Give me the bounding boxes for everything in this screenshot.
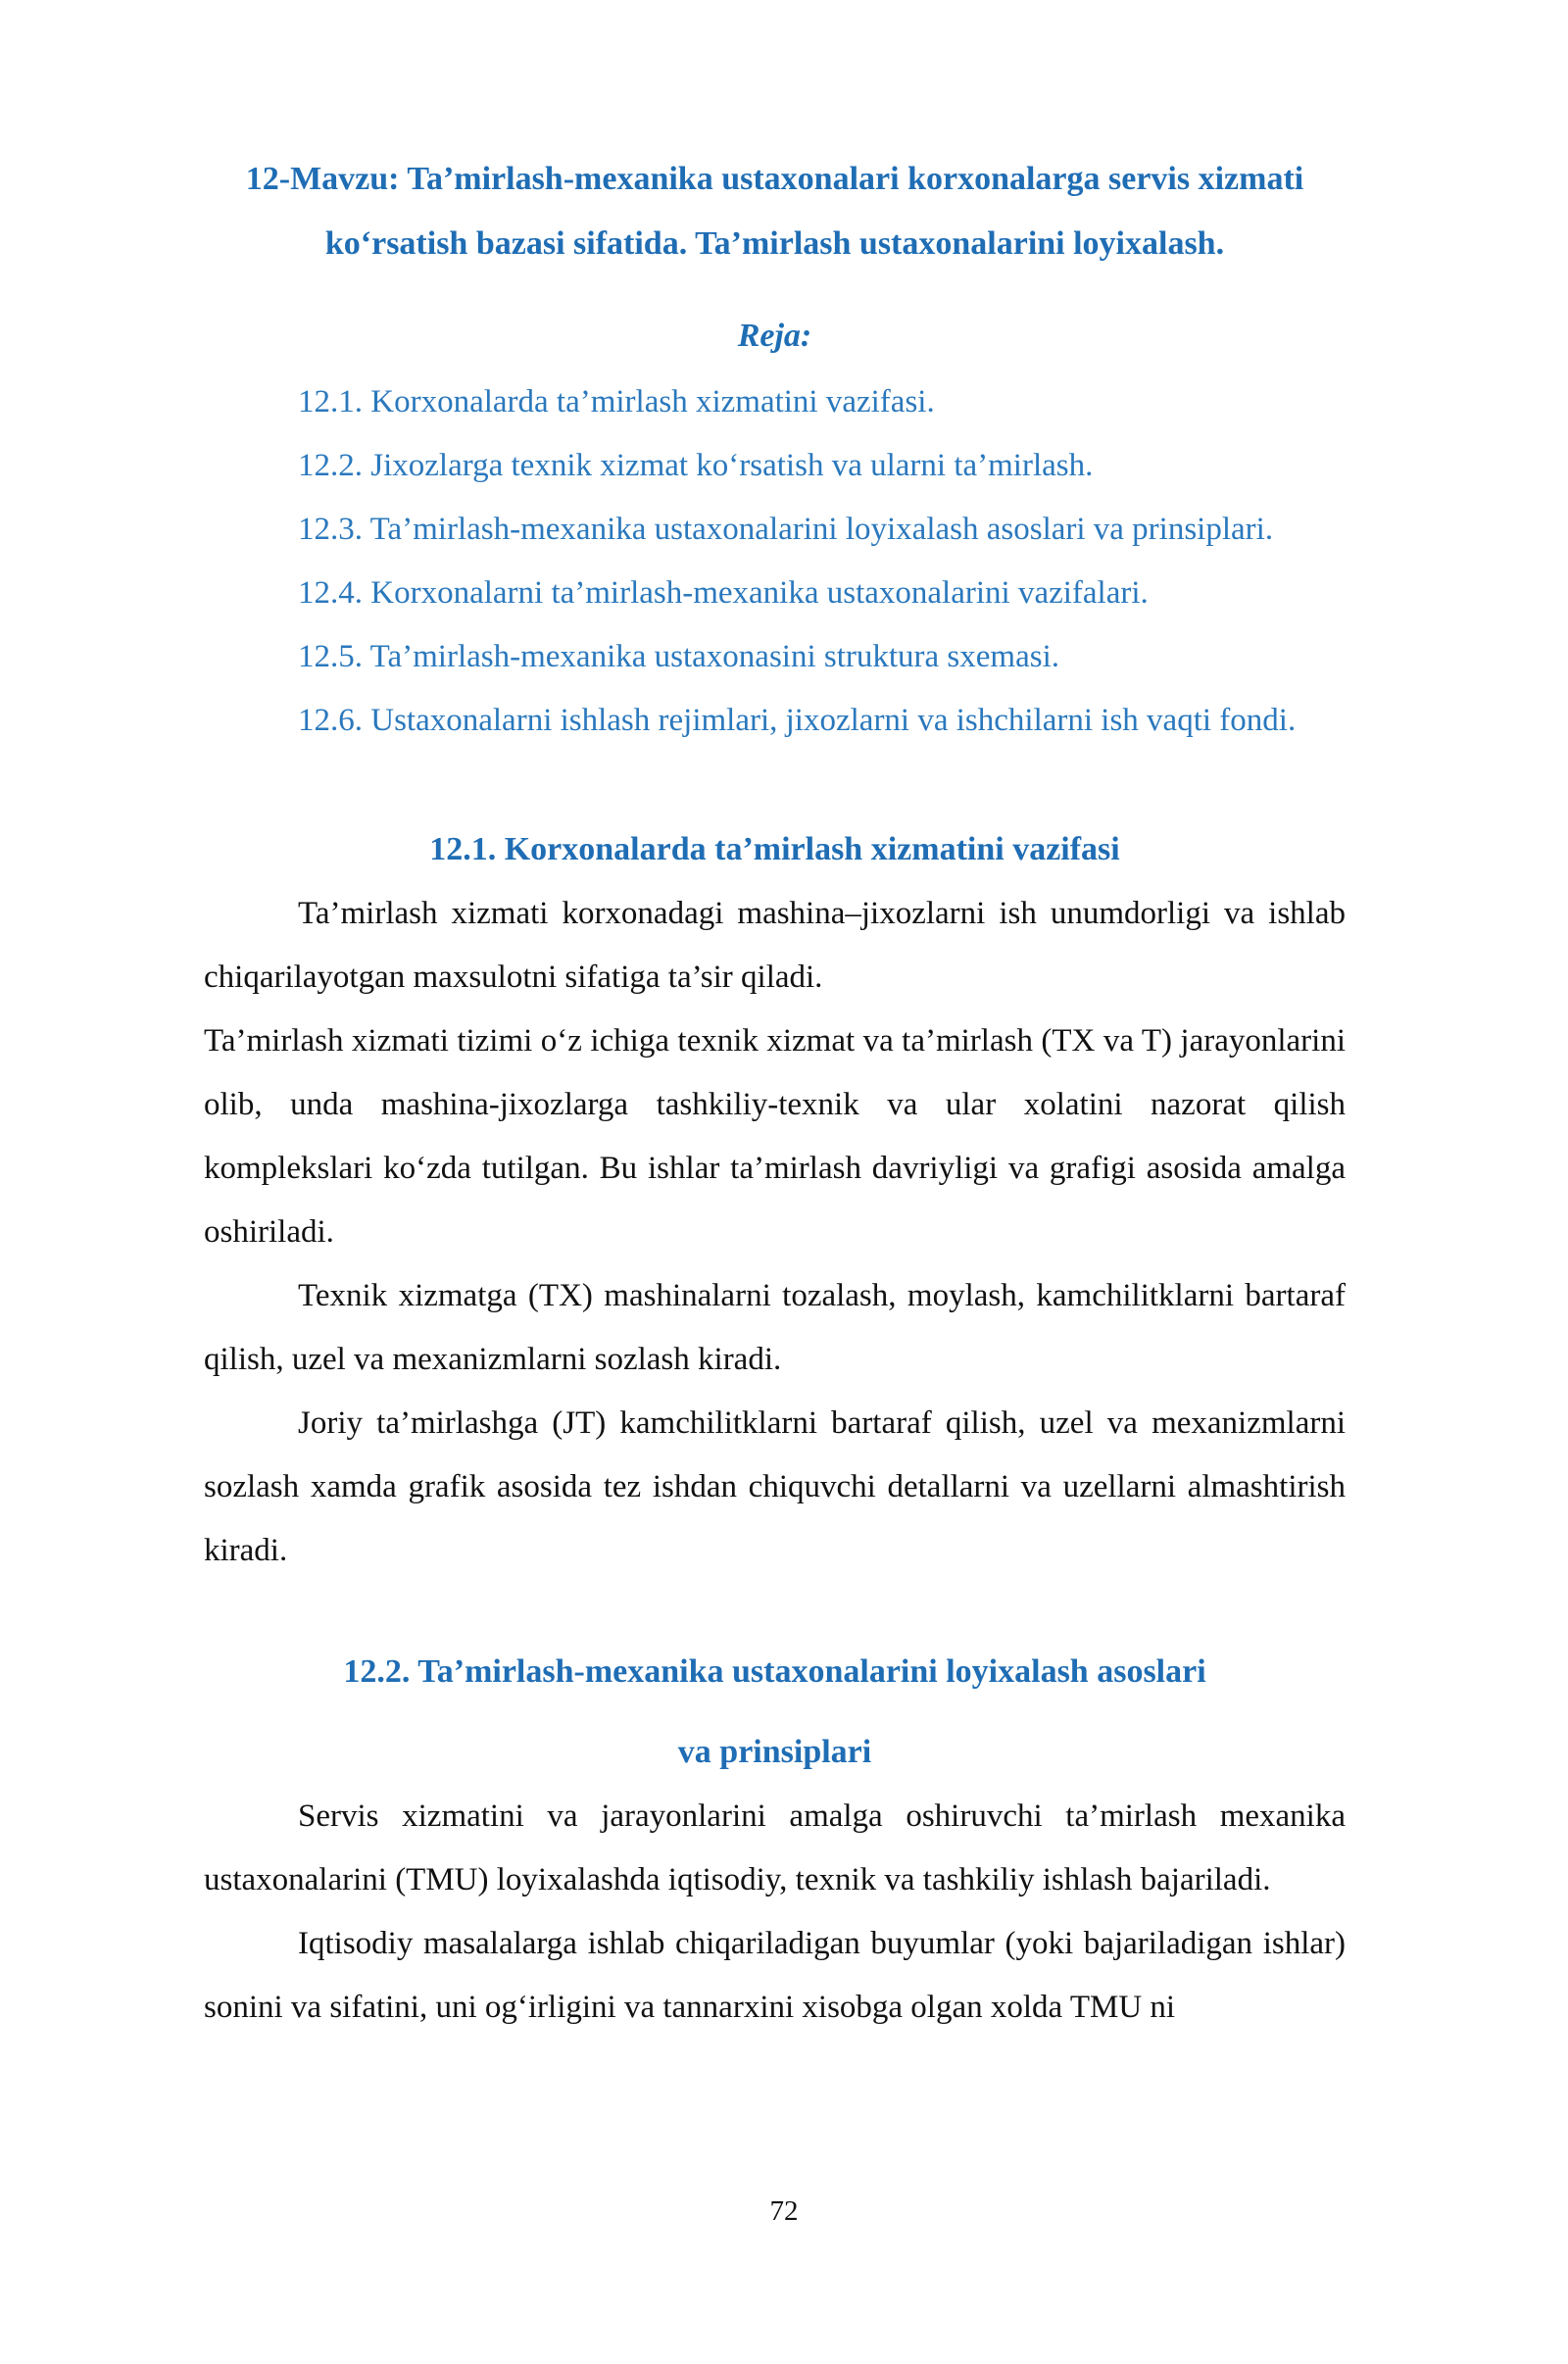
topic-title-line-1: 12-Mavzu: Ta’mirlash-mexanika ustaxonalari korxonalarga servis xizmati bbox=[245, 161, 1304, 197]
section-1-paragraph: Ta’mirlash xizmati tizimi o‘z ichiga texnik xizmat va ta’mirlash (TX va T) jarayonlarini olib, unda mashina-jixozlarga tashkiliy-texnik va ular xolatini nazorat qilish komplekslari ko‘zda tutilgan. Bu ishlar ta’mirlash davriyligi va grafigi asosida amalga oshiriladi. bbox=[204, 1023, 1346, 1250]
plan-item: 12.6. Ustaxonalarni ishlash rejimlari, jixozlarni va ishchilarni ish vaqti fondi. bbox=[298, 703, 1297, 738]
section-1-paragraph: Texnik xizmatga (TX) mashinalarni tozalash, moylash, kamchilitklarni bartaraf qilish, uzel va mexanizmlarni sozlash kiradi. bbox=[204, 1278, 1346, 1377]
plan-item: 12.5. Ta’mirlash-mexanika ustaxonasini struktura sxemasi. bbox=[298, 639, 1059, 674]
plan-item: 12.3. Ta’mirlash-mexanika ustaxonalarini loyixalash asoslari va prinsiplari. bbox=[298, 512, 1274, 547]
section-1-paragraph: Ta’mirlash xizmati korxonadagi mashina–jixozlarni ish unumdorligi va ishlab chiqarilayotgan maxsulotni sifatiga ta’sir qiladi. bbox=[204, 896, 1346, 995]
section-2-heading bbox=[204, 1640, 1346, 1785]
topic-title bbox=[204, 147, 1346, 276]
section-2-heading-line-1: 12.2. Ta’mirlash-mexanika ustaxonalarini loyixalash asoslari bbox=[343, 1653, 1206, 1690]
section-1-paragraph: Joriy ta’mirlashga (JT) kamchilitklarni bartaraf qilish, uzel va mexanizmlarni sozlash xamda grafik asosida tez ishdan chiquvchi detallarni va uzellarni almashtirish kiradi. bbox=[204, 1405, 1346, 1568]
topic-title-line-2: ko‘rsatish bazasi sifatida. Ta’mirlash ustaxonalarini loyixalash. bbox=[324, 225, 1225, 262]
section-2-paragraph: Iqtisodiy masalalarga ishlab chiqariladigan buyumlar (yoki bajariladigan ishlar) sonini va sifatini, uni og‘irligini va tannarxini xisobga olgan xolda TMU ni bbox=[204, 1926, 1346, 2025]
section-2-heading-line-2: va prinsiplari bbox=[677, 1734, 872, 1770]
plan-item: 12.1. Korxonalarda ta’mirlash xizmatini vazifasi. bbox=[298, 384, 935, 419]
section-2-paragraph: Servis xizmatini va jarayonlarini amalga oshiruvchi ta’mirlash mexanika ustaxonalarini (TMU) loyixalashda iqtisodiy, texnik va tashkiliy ishlash bajariladi. bbox=[204, 1798, 1346, 1897]
plan-item: 12.2. Jixozlarga texnik xizmat ko‘rsatish va ularni ta’mirlash. bbox=[298, 448, 1094, 483]
plan-item: 12.4. Korxonalarni ta’mirlash-mexanika ustaxonalarini vazifalari. bbox=[298, 575, 1149, 611]
plan-heading: Reja: bbox=[737, 318, 812, 354]
plan-list bbox=[298, 370, 1346, 753]
section-1-heading: 12.1. Korxonalarda ta’mirlash xizmatini vazifasi bbox=[429, 831, 1120, 867]
page-number: 72 bbox=[769, 2195, 799, 2227]
document-page bbox=[0, 147, 1568, 2364]
